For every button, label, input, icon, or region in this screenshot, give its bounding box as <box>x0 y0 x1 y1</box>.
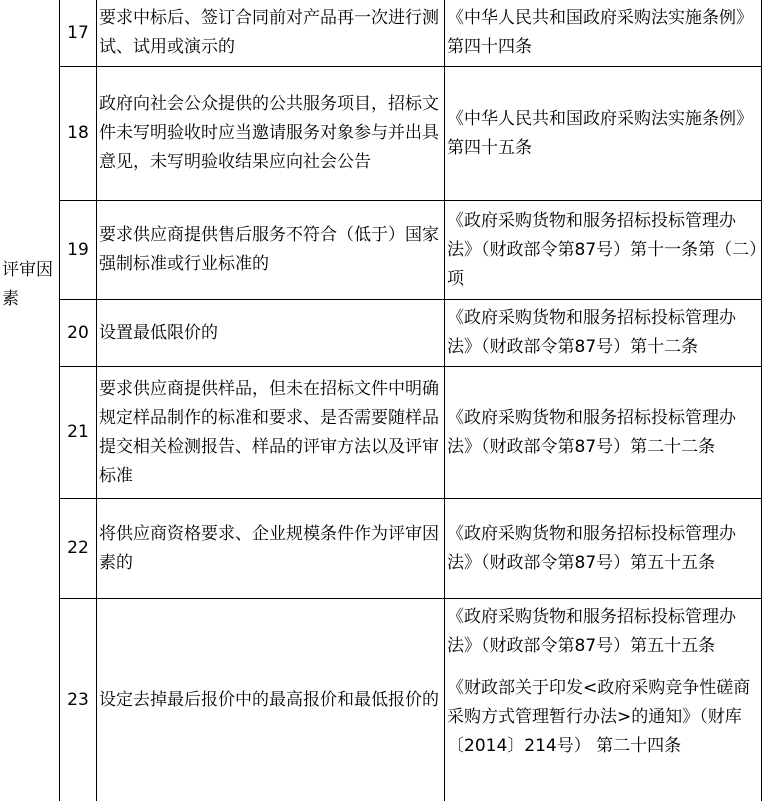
reference-cell <box>445 499 761 598</box>
requirement-22: 将供应商资格要求、企业规模条件作为评审因素的 <box>99 523 439 573</box>
requirement-23: 设定去掉最后报价中的最高报价和最低报价的 <box>99 689 439 710</box>
reference-19: 《政府采购货物和服务招标投标管理办法》（财政部令第87号）第十一条第（二）项 <box>447 210 758 289</box>
reference-20: 《政府采购货物和服务招标投标管理办法》（财政部令第87号）第十二条 <box>447 308 736 357</box>
reference-cell <box>445 300 761 366</box>
row-number: 17 <box>67 22 89 43</box>
requirement-text <box>97 367 444 498</box>
reference-list <box>447 603 759 761</box>
reference-21: 《政府采购货物和服务招标投标管理办法》（财政部令第87号）第二十二条 <box>447 407 736 457</box>
requirement-21: 要求供应商提供样品，但未在招标文件中明确规定样品制作的标准和要求、是否需要随样品提交相关检测报告、样品的评审方法以及评审标准 <box>99 378 439 486</box>
requirement-text <box>97 499 444 598</box>
row-number: 19 <box>67 239 89 260</box>
reference-23a: 《政府采购货物和服务招标投标管理办法》（财政部令第87号）第五十五条 <box>447 607 736 656</box>
reference-18: 《中华人民共和国政府采购法实施条例》第四十五条 <box>447 108 753 158</box>
row-number: 18 <box>67 123 89 143</box>
reference-22: 《政府采购货物和服务招标投标管理办法》（财政部令第87号）第五十五条 <box>447 523 736 573</box>
reference-17: 《中华人民共和国政府采购法实施条例》第四十四条 <box>447 8 753 57</box>
row-number: 21 <box>67 422 89 442</box>
requirement-text <box>97 0 444 66</box>
requirement-text <box>97 300 444 366</box>
requirement-text <box>97 599 444 801</box>
requirement-20: 设置最低限价的 <box>99 322 218 343</box>
requirement-19: 要求供应商提供售后服务不符合（低于）国家强制标准或行业标准的 <box>99 225 439 274</box>
reference-cell <box>445 599 761 801</box>
requirement-17: 要求中标后、签订合同前对产品再一次进行测试、试用或演示的 <box>99 8 439 57</box>
requirement-18: 政府向社会公众提供的公共服务项目，招标文件未写明验收时应当邀请服务对象参与并出具意见，未写明验收结果应向社会公告 <box>99 94 439 172</box>
row-number: 20 <box>67 322 89 343</box>
reference-cell <box>445 367 761 498</box>
reference-cell <box>445 201 761 299</box>
reference-23b: 《财政部关于印发<政府采购竞争性磋商采购方式管理暂行办法>的通知》（财库〔2014〕214号） 第二十四条 <box>447 678 751 756</box>
category-label: 评审因素 <box>2 260 53 309</box>
row-number: 23 <box>67 689 89 710</box>
row-number: 22 <box>67 538 89 558</box>
requirement-text <box>97 201 444 299</box>
reference-cell <box>445 0 761 66</box>
requirement-text <box>97 67 444 200</box>
reference-cell <box>445 67 761 200</box>
